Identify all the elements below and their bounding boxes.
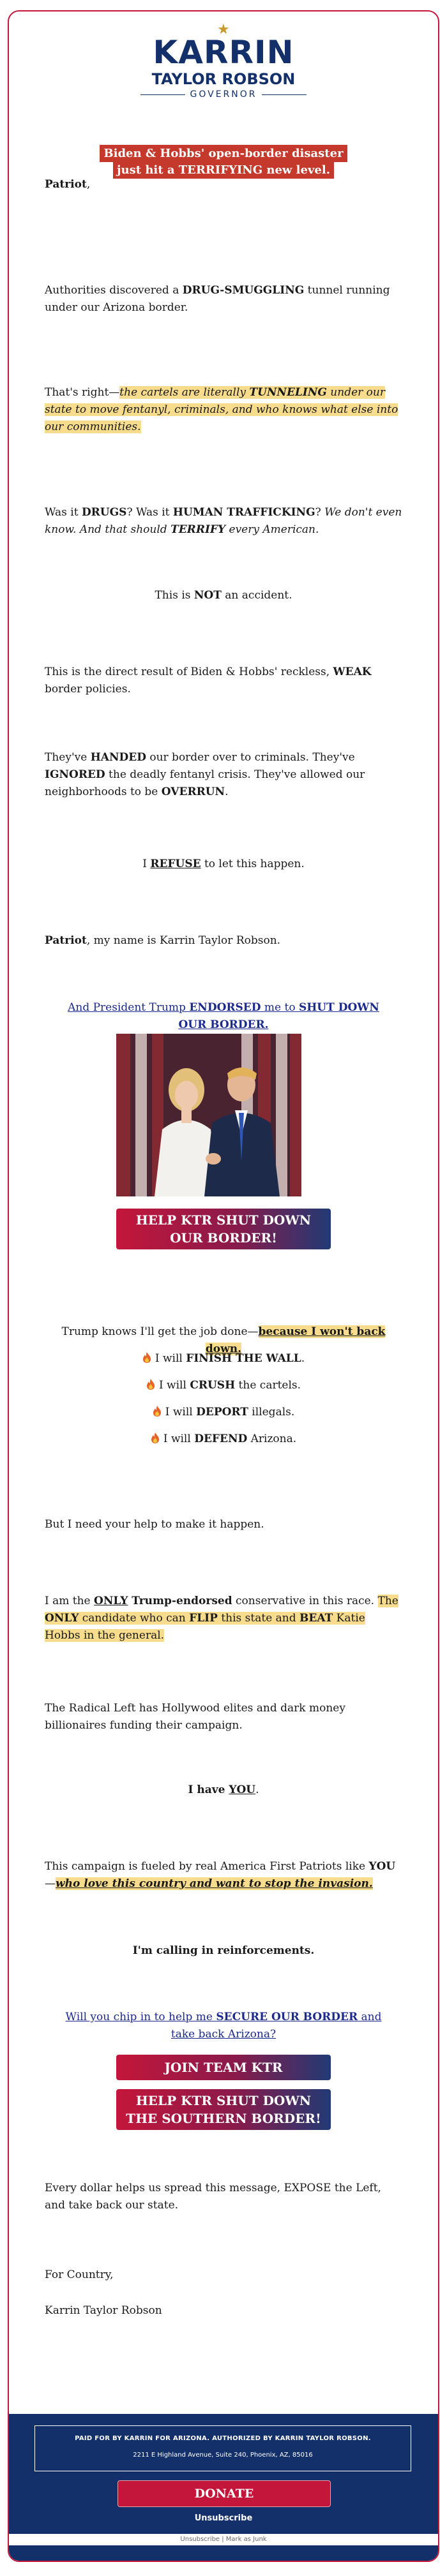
list-item: I will DEPORT illegals.: [45, 1404, 402, 1421]
paragraph-my-name: Patriot, my name is Karrin Taylor Robson.: [45, 934, 281, 947]
donate-button[interactable]: DONATE: [117, 2480, 331, 2507]
logo-title: GOVERNOR: [190, 89, 257, 100]
paid-for-text: PAID FOR BY KARRIN FOR ARIZONA. AUTHORIZED BY KARRIN TAYLOR ROBSON.: [75, 2435, 371, 2442]
unsubscribe-link[interactable]: Unsubscribe: [194, 2513, 253, 2523]
paragraph-need-help: But I need your help to make it happen.: [45, 1518, 264, 1531]
list-item: I will DEFEND Arizona.: [45, 1431, 402, 1448]
alert-headline: Biden & Hobbs' open-border disaster just hit a TERRIFYING new level.: [92, 145, 355, 179]
paragraph-radical-left: The Radical Left has Hollywood elites and dark money billionaires funding their campaign.: [45, 1702, 345, 1732]
fire-icon: [151, 1433, 160, 1443]
paragraph-drugs: Was it DRUGS? Was it HUMAN TRAFFICKING? We don't even know. And that should TERRIFY every American.: [45, 506, 402, 536]
signature: Karrin Taylor Robson: [45, 2304, 162, 2317]
footer: [9, 2414, 438, 2561]
fire-icon: [142, 1352, 151, 1363]
paragraph-i-have-you: I have YOU.: [188, 1783, 259, 1796]
star-icon: ★: [217, 22, 230, 38]
paragraph-tunnel: Authorities discovered a DRUG-SMUGGLING tunnel running under our Arizona border.: [45, 284, 390, 314]
paid-for-disclaimer: [34, 2425, 411, 2471]
chip-in-link[interactable]: Will you chip in to help me SECURE OUR BORDER and take back Arizona?: [65, 2011, 382, 2041]
paragraph-cartels: That's right—the cartels are literally TUNNELING under our state to move fentanyl, criminals, and who knows what else into our communities.: [45, 386, 398, 433]
logo-last-name: TAYLOR ROBSON: [151, 70, 296, 88]
campaign-logo: [9, 11, 438, 101]
list-item: I will CRUSH the cartels.: [45, 1377, 402, 1394]
trump-endorsement-photo: [116, 1034, 301, 1196]
junk-unsubscribe-bar[interactable]: Unsubscribe | Mark as Junk: [9, 2534, 438, 2545]
logo-first-name: KARRIN: [153, 34, 294, 71]
email-card: [8, 10, 439, 2562]
join-team-button[interactable]: JOIN TEAM KTR: [116, 2055, 331, 2080]
help-shut-down-border-button[interactable]: HELP KTR SHUT DOWN OUR BORDER!: [116, 1209, 331, 1249]
list-item: I will FINISH THE WALL.: [45, 1350, 402, 1367]
paragraph-trump-knows: Trump knows I'll get the job done—because I won't back down.: [61, 1325, 386, 1355]
fire-icon: [146, 1379, 155, 1390]
closing: For Country,: [45, 2268, 114, 2281]
fire-icon: [153, 1406, 162, 1417]
paragraph-direct-result: This is the direct result of Biden & Hobbs' reckless, WEAK border policies.: [45, 666, 372, 696]
help-shut-down-southern-border-button[interactable]: HELP KTR SHUT DOWN THE SOUTHERN BORDER!: [116, 2089, 331, 2130]
paragraph-reinforcements: I'm calling in reinforcements.: [132, 1944, 315, 1957]
salutation: Patriot,: [45, 178, 91, 191]
endorsement-link[interactable]: And President Trump ENDORSED me to SHUT DOWN OUR BORDER.: [68, 1001, 379, 1031]
paragraph-not-accident: This is NOT an accident.: [155, 589, 292, 602]
paragraph-refuse: I REFUSE to let this happen.: [142, 858, 305, 870]
paragraph-only-candidate: I am the ONLY Trump-endorsed conservative in this race. The ONLY candidate who can FLIP this state and BEAT Katie Hobbs in the general.: [45, 1595, 398, 1642]
campaign-address: 2211 E Highland Avenue, Suite 240, Phoenix, AZ, 85016: [133, 2452, 313, 2459]
logo-rule-right: [262, 94, 307, 95]
paragraph-handed: They've HANDED our border over to criminals. They've IGNORED the deadly fentanyl crisis. They've allowed our neighborhoods to be OVERRUN.: [45, 751, 365, 798]
paragraph-fueled-by: This campaign is fueled by real America First Patriots like YOU—who love this country and want to stop the invasion.: [45, 1860, 396, 1890]
paragraph-every-dollar: Every dollar helps us spread this message, EXPOSE the Left, and take back our state.: [45, 2182, 381, 2212]
